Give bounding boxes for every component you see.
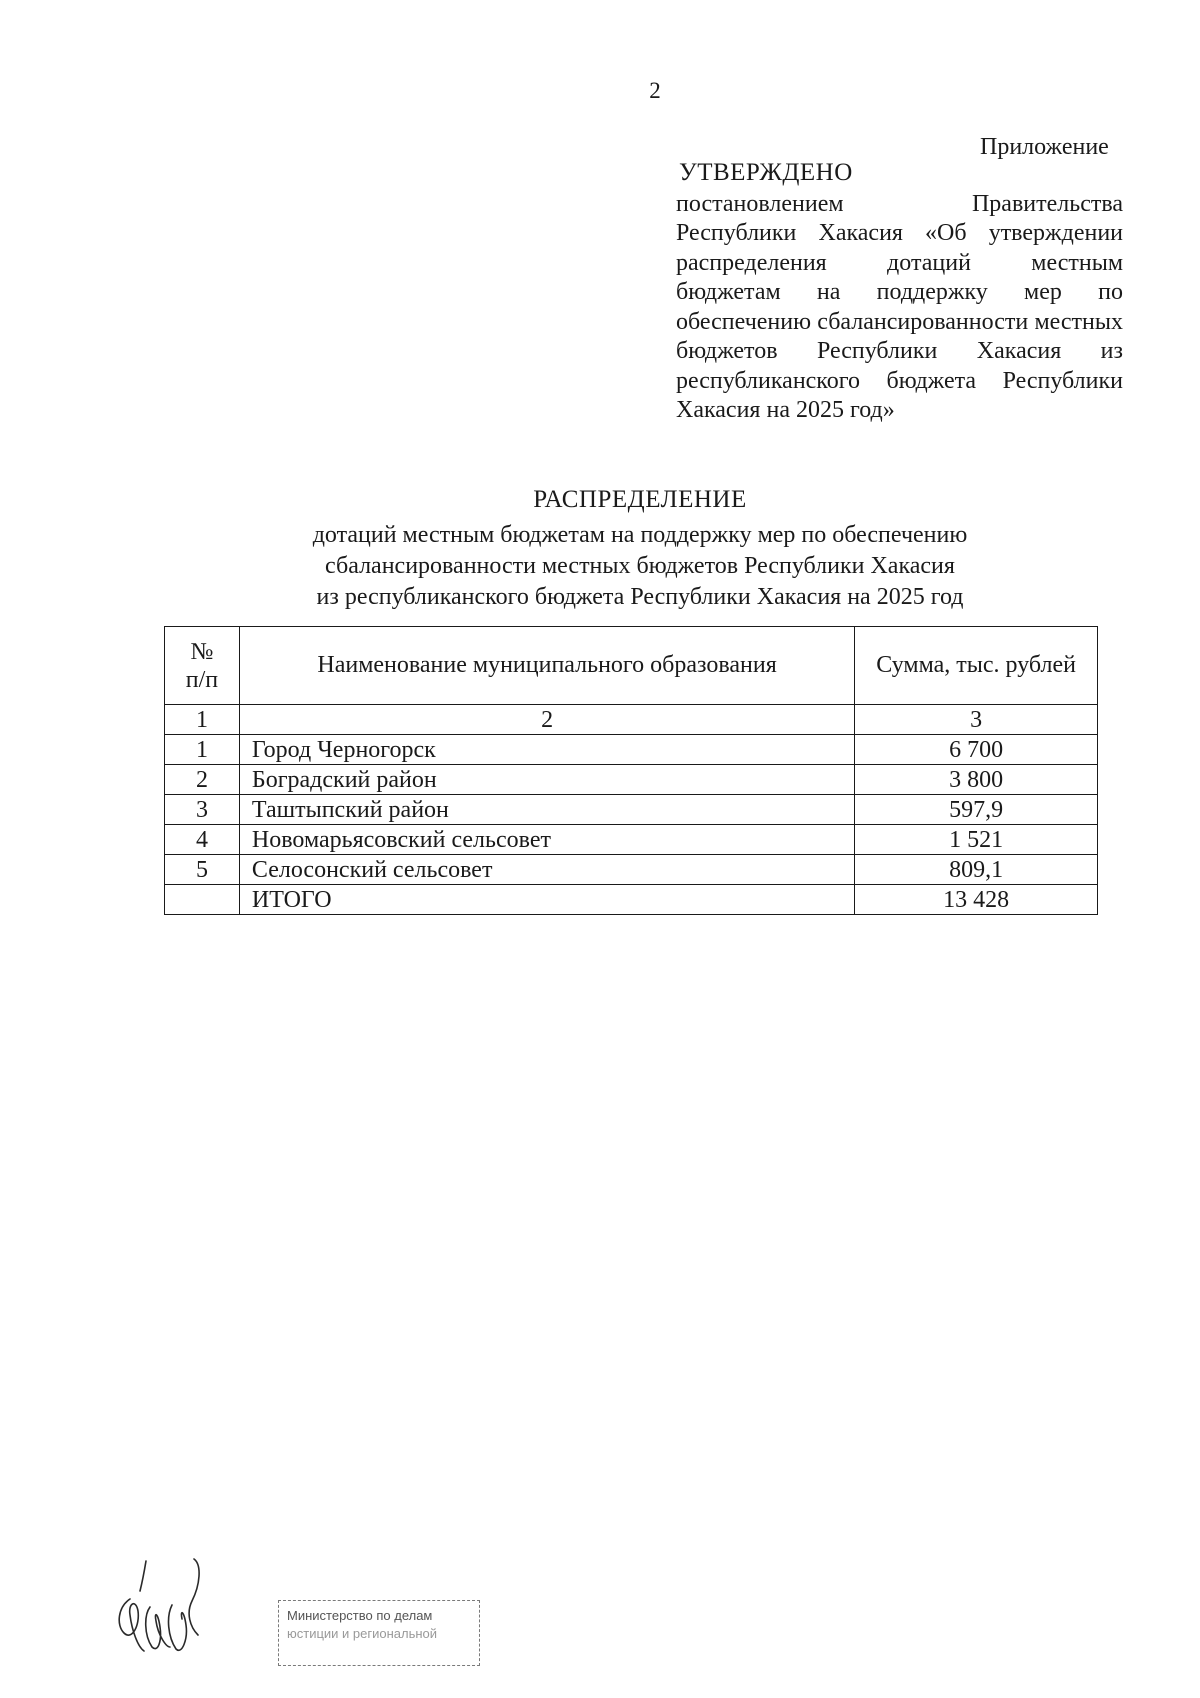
row-number: 1 (165, 735, 240, 765)
handwritten-signature (110, 1555, 220, 1655)
header-sum: Сумма, тыс. рублей (855, 627, 1098, 705)
subtitle-line: из республиканского бюджета Республики Хакасия на 2025 год (316, 584, 964, 610)
header-number-abbr: п/п (185, 666, 219, 693)
row-name: Селосонский сельсовет (239, 855, 854, 885)
table-row (165, 795, 1098, 825)
header-name: Наименование муниципального образования (239, 627, 854, 705)
row-sum: 6 700 (855, 735, 1098, 765)
stamp-line: Министерство по делам (287, 1608, 433, 1623)
table-index-row (165, 705, 1098, 735)
index-cell: 2 (239, 705, 854, 735)
table-row (165, 735, 1098, 765)
row-sum: 1 521 (855, 825, 1098, 855)
total-sum: 13 428 (855, 885, 1098, 915)
row-name: Таштыпский район (239, 795, 854, 825)
row-sum: 597,9 (855, 795, 1098, 825)
table-row (165, 765, 1098, 795)
table-total-row (165, 885, 1098, 915)
total-label: ИТОГО (239, 885, 854, 915)
index-cell: 1 (165, 705, 240, 735)
row-number: 5 (165, 855, 240, 885)
page-number: 2 (649, 78, 661, 103)
row-name: Новомарьясовский сельсовет (239, 825, 854, 855)
approval-title: УТВЕРЖДЕНО (679, 159, 853, 186)
table-row (165, 855, 1098, 885)
subtitle-line: дотаций местным бюджетам на поддержку мер по обеспечению (312, 522, 968, 548)
table-row (165, 825, 1098, 855)
row-number: 2 (165, 765, 240, 795)
row-sum: 809,1 (855, 855, 1098, 885)
header-number-symbol: № (190, 638, 214, 665)
row-name: Боградский район (239, 765, 854, 795)
stamp-line: юстиции и региональной (287, 1626, 438, 1641)
distribution-table (164, 626, 1098, 915)
row-number: 4 (165, 825, 240, 855)
row-name: Город Черногорск (239, 735, 854, 765)
total-number (165, 885, 240, 915)
table-header-row (165, 627, 1098, 705)
approval-text: постановлением Правительства Республики Хакасия «Об утверждении распределения дотаций местным бюджетам на поддержку мер по обеспечению сбалансированности местных бюджетов Республики Хакасия из республиканского бюджета Республики Хакасия на 2025 год» (676, 190, 1123, 423)
distribution-title: РАСПРЕДЕЛЕНИЕ (533, 486, 747, 513)
row-number: 3 (165, 795, 240, 825)
row-sum: 3 800 (855, 765, 1098, 795)
registration-stamp (278, 1600, 480, 1666)
header-number (165, 627, 240, 705)
appendix-label: Приложение (980, 134, 1109, 160)
subtitle-line: сбалансированности местных бюджетов Республики Хакасия (325, 553, 955, 579)
distribution-subtitle (270, 520, 1010, 613)
index-cell: 3 (855, 705, 1098, 735)
approval-block (676, 158, 1123, 426)
